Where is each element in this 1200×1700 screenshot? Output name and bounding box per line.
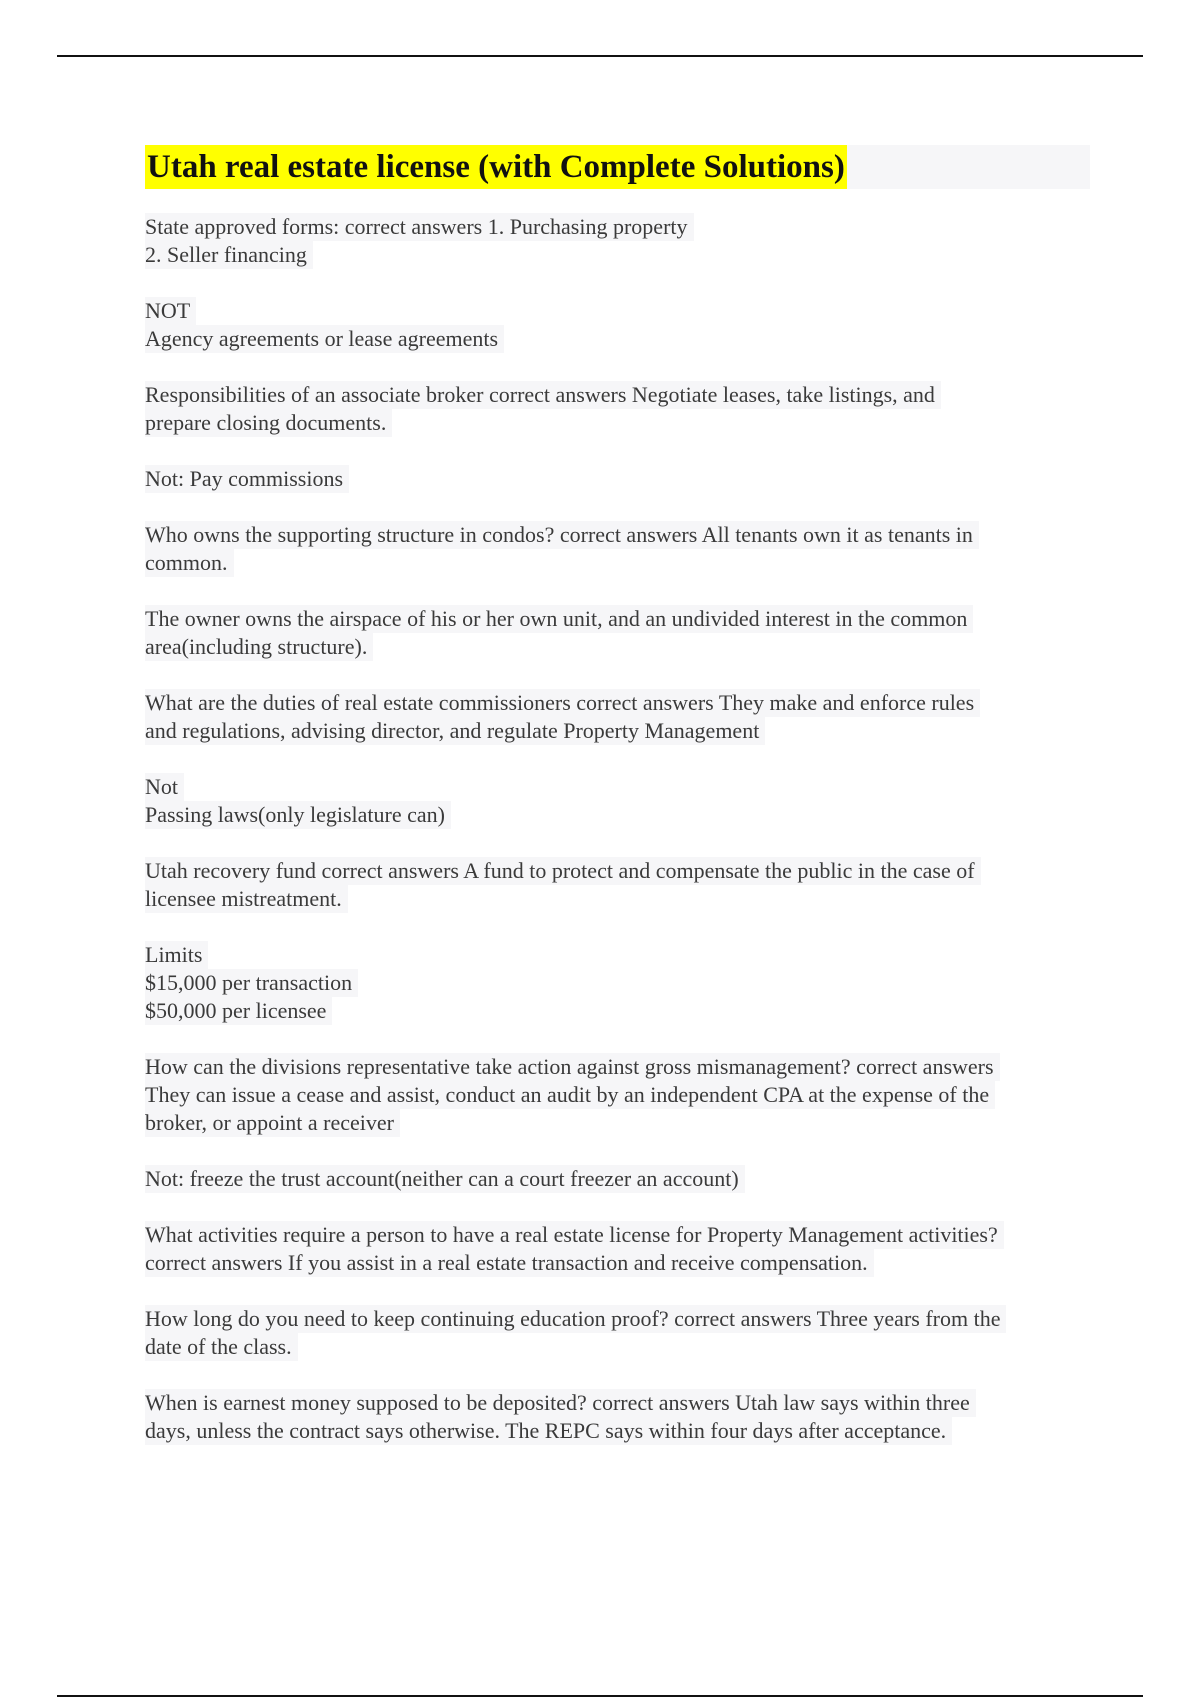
page-top-rule: [57, 55, 1143, 57]
text-line: date of the class.: [145, 1333, 298, 1361]
text-line: How long do you need to keep continuing education proof? correct answers Three years from the: [145, 1305, 1006, 1333]
qa-paragraph: [145, 1053, 1090, 1137]
text-line: What activities require a person to have a real estate license for Property Management activities?: [145, 1221, 1004, 1249]
qa-paragraph: [145, 213, 1090, 269]
text-line: Agency agreements or lease agreements: [145, 325, 504, 353]
text-line: $15,000 per transaction: [145, 969, 358, 997]
qa-paragraph: [145, 1165, 1090, 1193]
text-line: Not: Pay commissions: [145, 465, 349, 493]
text-line: correct answers If you assist in a real estate transaction and receive compensation.: [145, 1249, 874, 1277]
text-line: Who owns the supporting structure in condos? correct answers All tenants own it as tenants in: [145, 521, 979, 549]
qa-paragraph: [145, 1389, 1090, 1445]
qa-paragraph: [145, 941, 1090, 1025]
text-line: days, unless the contract says otherwise. The REPC says within four days after acceptance.: [145, 1417, 952, 1445]
text-line: common.: [145, 549, 234, 577]
qa-paragraph: [145, 465, 1090, 493]
title-row: [145, 145, 1090, 189]
text-line: What are the duties of real estate commissioners correct answers They make and enforce rules: [145, 689, 980, 717]
qa-paragraph: [145, 857, 1090, 913]
qa-paragraph: [145, 773, 1090, 829]
document-body: [145, 145, 1090, 1473]
qa-paragraph: [145, 689, 1090, 745]
qa-paragraph: [145, 1305, 1090, 1361]
paragraph-list: [145, 213, 1090, 1445]
text-line: NOT: [145, 297, 196, 325]
text-line: Responsibilities of an associate broker correct answers Negotiate leases, take listings, and: [145, 381, 941, 409]
text-line: Not: freeze the trust account(neither can a court freezer an account): [145, 1165, 745, 1193]
text-line: licensee mistreatment.: [145, 885, 348, 913]
page-bottom-rule: [57, 1695, 1143, 1697]
text-line: Utah recovery fund correct answers A fund to protect and compensate the public in the case of: [145, 857, 981, 885]
text-line: area(including structure).: [145, 633, 373, 661]
qa-paragraph: [145, 1221, 1090, 1277]
text-line: How can the divisions representative take action against gross mismanagement? correct answers: [145, 1053, 1000, 1081]
qa-paragraph: [145, 297, 1090, 353]
text-line: $50,000 per licensee: [145, 997, 332, 1025]
text-line: Limits: [145, 941, 208, 969]
text-line: State approved forms: correct answers 1. Purchasing property: [145, 213, 694, 241]
text-line: prepare closing documents.: [145, 409, 392, 437]
qa-paragraph: [145, 381, 1090, 437]
text-line: Not: [145, 773, 184, 801]
text-line: When is earnest money supposed to be deposited? correct answers Utah law says within three: [145, 1389, 976, 1417]
text-line: The owner owns the airspace of his or her own unit, and an undivided interest in the common: [145, 605, 973, 633]
qa-paragraph: [145, 605, 1090, 661]
text-line: 2. Seller financing: [145, 241, 313, 269]
text-line: and regulations, advising director, and regulate Property Management: [145, 717, 765, 745]
qa-paragraph: [145, 521, 1090, 577]
text-line: They can issue a cease and assist, conduct an audit by an independent CPA at the expense of the: [145, 1081, 995, 1109]
text-line: broker, or appoint a receiver: [145, 1109, 400, 1137]
text-line: Passing laws(only legislature can): [145, 801, 451, 829]
document-title: Utah real estate license (with Complete Solutions): [145, 145, 847, 189]
